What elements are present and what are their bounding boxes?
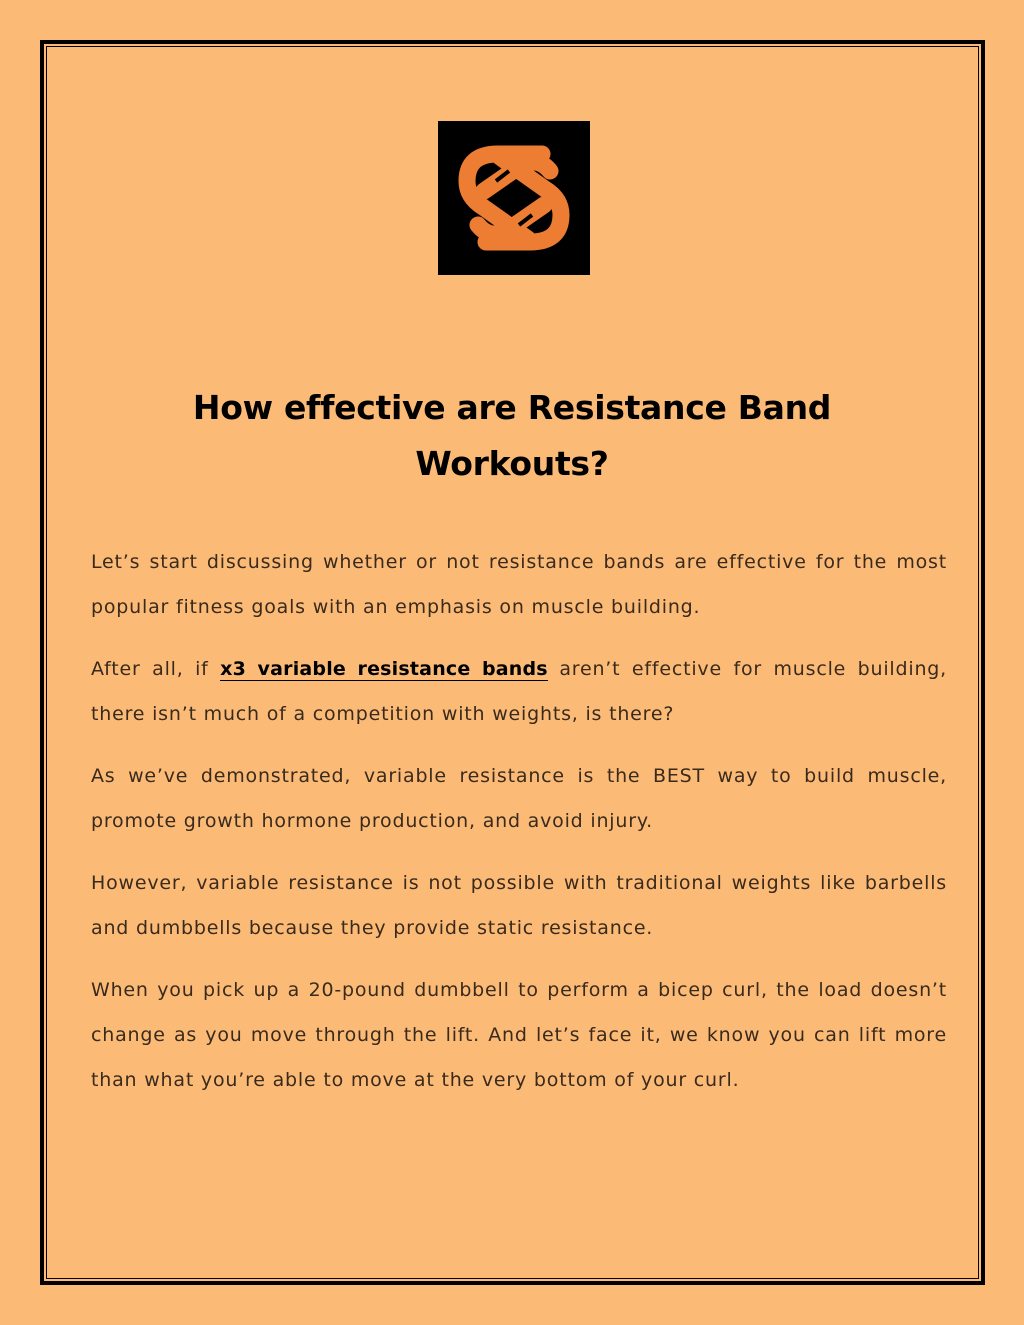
x3-variable-resistance-bands-link[interactable]: x3 variable resistance bands [220,658,548,680]
interlocking-chain-icon [438,121,590,275]
paragraph-4: However, variable resistance is not possible with traditional weights like barbells and dumbbells because they provide static resistance. [91,872,947,939]
logo [438,121,590,275]
paragraph-1: Let’s start discussing whether or not resistance bands are effective for the most popular fitness goals with an emphasis on muscle building. [91,551,947,618]
paragraph-2-tail: aren’t effective for muscle building, there isn’t much of a competition with weights, is there? [91,658,947,725]
paragraph-2 [91,647,947,737]
page-title: How effective are Resistance Band Workouts? [192,388,832,483]
paragraph-3: As we’ve demonstrated, variable resistance is the BEST way to build muscle, promote growth hormone production, and avoid injury. [91,765,947,832]
article-body [91,540,947,1120]
paragraph-2-lead: After all, if [91,658,221,680]
paragraph-5: When you pick up a 20-pound dumbbell to perform a bicep curl, the load doesn’t change as you move through the lift. And let’s face it, we know you can lift more than what you’re able to move at the very bottom of your curl. [91,979,947,1091]
